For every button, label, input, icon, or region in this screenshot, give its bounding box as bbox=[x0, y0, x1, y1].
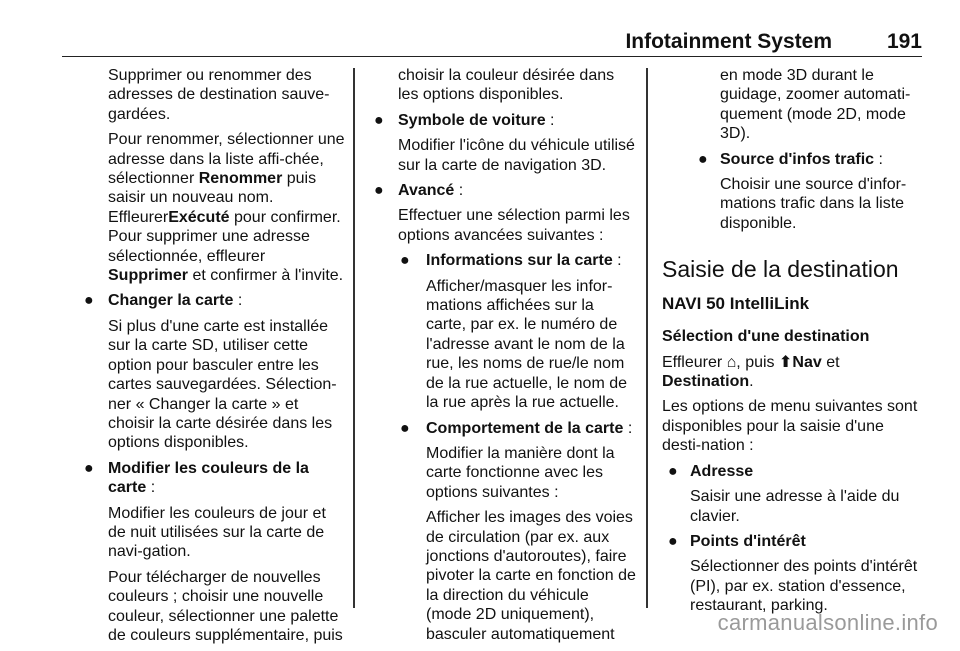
column-3: en mode 3D durant le guidage, zoomer automati-quement (mode 2D, mode 3D). ● Source d'infos trafic : Choisir une source d'infor-mations trafic dans la liste disponible. Saisie de la destination NAVI 50 IntelliLink Sélection d'une destination Effleurer ⌂, puis ⬆Nav et Destination. Les options de menu suivantes sont disponibles pour la saisie d'une desti-nation : ● Adresse Saisir une adresse à l'aide du clavier. ● Points d'intérêt Sélectionner des points d'intérêt (PI), par ex. station d'essence, restaurant, parking. bbox=[662, 66, 927, 622]
watermark: carmanualsonline.info bbox=[717, 610, 938, 635]
list-item: ● Points d'intérêt Sélectionner des points d'intérêt (PI), par ex. station d'essence, restaurant, parking. bbox=[668, 532, 918, 615]
sub-list-item: ● Comportement de la carte : Modifier la manière dont la carte fonctionne avec les options suivantes : Afficher les images des voies de circulation (par ex. aux jonctions d'autoroutes), faire pivoter la carte en fonction de la direction du véhicule (mode 2D uniquement), basculer automatiquement bbox=[400, 419, 636, 643]
column-divider-1 bbox=[353, 68, 355, 608]
bullet-icon: ● bbox=[84, 459, 94, 477]
section-subheading: NAVI 50 IntelliLink bbox=[662, 294, 810, 314]
page-header bbox=[62, 26, 922, 57]
sub-list-item: ● Source d'infos trafic : Choisir une source d'infor-mations trafic dans la liste disponible. bbox=[698, 150, 907, 232]
bullet-icon: ● bbox=[84, 292, 94, 310]
column-divider-2 bbox=[646, 68, 648, 608]
list-item: ● Modifier les couleurs de la carte : Modifier les couleurs de jour et de nuit utilisées sur la carte de navi-gation. Pour télécharger de nouvelles couleurs ; choisir une nouvelle couleur, sélectionner une palette de couleurs supplémentaire, puis bbox=[84, 459, 343, 644]
bullet-icon: ● bbox=[698, 150, 708, 168]
bullet-icon: ● bbox=[400, 252, 410, 270]
section-title: Sélection d'une destination bbox=[662, 328, 870, 346]
column-2: choisir la couleur désirée dans les options disponibles. ● Symbole de voiture : Modifier l'icône du véhicule utilisé sur la carte de navigation 3D. ● Avancé : Effectuer une sélection parmi les options avancées suivantes : ● Informations sur la carte : Afficher/masquer les infor-mations affichées sur la carte, par ex. le numéro de l'adresse avant le nom de la rue, les noms de rue/le nom de la rue actuelle, le nom de la rue après la rue actuelle. ● Comportement de la carte : Modifier la manière dont la carte fonctionne avec les options suivantes : Afficher les images des voies de circulation (par ex. aux jonctions d'autoroutes), faire pivoter la carte en fonction de la direction du véhicule (mode 2D uniquement), basculer automatiquement bbox=[362, 66, 636, 650]
bullet-icon: ● bbox=[668, 532, 678, 550]
page-number: 191 bbox=[886, 30, 922, 53]
paragraph: Supprimer ou renommer des adresses de destination sauve-gardées. bbox=[108, 67, 330, 123]
home-icon: ⌂ bbox=[726, 353, 737, 371]
nav-icon: ⬆ bbox=[778, 353, 793, 371]
header-title: Infotainment System bbox=[625, 30, 832, 53]
bullet-icon: ● bbox=[668, 462, 678, 480]
paragraph: Effleurer ⌂, puis ⬆Nav et Destination. bbox=[662, 353, 840, 391]
bullet-icon: ● bbox=[374, 111, 384, 129]
list-item: ● Adresse Saisir une adresse à l'aide du clavier. bbox=[668, 462, 900, 525]
list-item: ● Avancé : Effectuer une sélection parmi les options avancées suivantes : bbox=[374, 182, 630, 244]
section-heading: Saisie de la destination bbox=[662, 256, 899, 283]
bullet-icon: ● bbox=[374, 182, 384, 200]
list-item: ● Symbole de voiture : Modifier l'icône du véhicule utilisé sur la carte de navigation 3D. bbox=[374, 111, 635, 174]
list-item: ● Changer la carte : Si plus d'une carte est installée sur la carte SD, utiliser cette option pour basculer entre les cartes sauvegardées. Sélection-ner « Changer la carte » et choisir la carte désirée dans les options disponibles. bbox=[84, 292, 337, 452]
paragraph: Pour renommer, sélectionner une adresse dans la liste affi-chée, sélectionner Renommer puis saisir un nouveau nom. EffleurerExécuté pour confirmer. Pour supprimer une adresse sélectionnée, effleurer Supprimer et confirmer à l'invite. bbox=[108, 131, 345, 285]
sub-list-item: ● Informations sur la carte : Afficher/masquer les infor-mations affichées sur la carte, par ex. le numéro de l'adresse avant le nom de la rue, les noms de rue/le nom de la rue actuelle, le nom de la rue après la rue actuelle. bbox=[400, 252, 628, 412]
column-1 bbox=[82, 66, 347, 651]
bullet-icon: ● bbox=[400, 419, 410, 437]
